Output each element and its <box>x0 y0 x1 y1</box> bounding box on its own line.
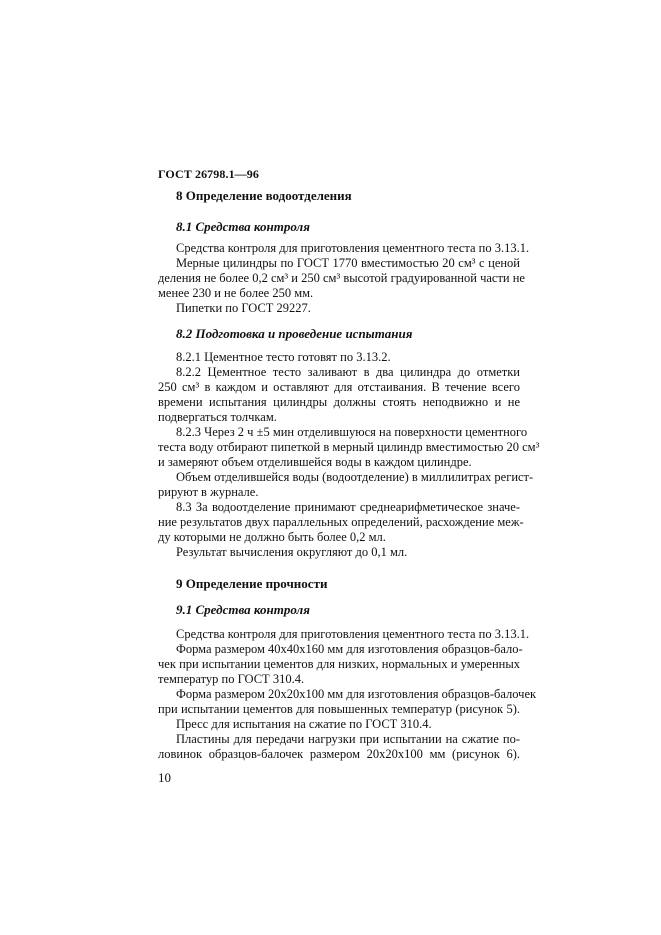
paragraph-line: Средства контроля для приготовления цементного теста по 3.13.1. <box>176 627 530 641</box>
subsection-8-1-title: 8.1 Средства контроля <box>176 219 310 234</box>
section-8-title: 8 Определение водоотделения <box>176 188 352 203</box>
subsection-9-1-title: 9.1 Средства контроля <box>176 602 310 617</box>
paragraph-line: Пипетки по ГОСТ 29227. <box>176 301 311 315</box>
paragraph-line: теста воду отбирают пипеткой в мерный цилиндр вместимостью 20 см³ <box>158 440 540 454</box>
paragraph-line: Мерные цилиндры по ГОСТ 1770 вместимостью 20 см³ с ценой <box>176 256 520 270</box>
paragraph-line: Пресс для испытания на сжатие по ГОСТ 310.4. <box>176 717 432 731</box>
paragraph-line: 8.3 За водоотделение принимают среднеарифметическое значе- <box>176 500 520 514</box>
paragraph-line: времени испытания цилиндры должны стоять неподвижно и не <box>158 395 520 409</box>
paragraph-line: и замеряют объем отделившейся воды в каждом цилиндре. <box>158 455 472 469</box>
page-number: 10 <box>158 770 171 785</box>
paragraph-line: 8.2.3 Через 2 ч ±5 мин отделившуюся на поверхности цементного <box>176 425 528 439</box>
paragraph-line: температур по ГОСТ 310.4. <box>158 672 305 686</box>
paragraph-line: Форма размером 40х40х160 мм для изготовления образцов-бало- <box>176 642 523 656</box>
paragraph-line: ловинок образцов-балочек размером 20х20х100 мм (рисунок 6). <box>158 747 520 761</box>
paragraph-line: ние результатов двух параллельных определений, расхождение меж- <box>158 515 524 529</box>
subsection-8-2-title: 8.2 Подготовка и проведение испытания <box>176 326 413 341</box>
paragraph-line: подвергаться толчкам. <box>158 410 277 424</box>
paragraph-line: ду которыми не должно быть более 0,2 мл. <box>158 530 386 544</box>
paragraph-line: деления не более 0,2 см³ и 250 см³ высотой градуированной части не <box>158 271 525 285</box>
paragraph-line: 8.2.1 Цементное тесто готовят по 3.13.2. <box>176 350 391 364</box>
paragraph-line: Результат вычисления округляют до 0,1 мл. <box>176 545 408 559</box>
paragraph-line: Пластины для передачи нагрузки при испытании на сжатие по- <box>176 732 520 746</box>
paragraph-line: Форма размером 20х20х100 мм для изготовления образцов-балочек <box>176 687 537 701</box>
paragraph-line: Средства контроля для приготовления цементного теста по 3.13.1. <box>176 241 530 255</box>
paragraph-line: Объем отделившейся воды (водоотделение) в миллилитрах регист- <box>176 470 534 484</box>
paragraph-line: рируют в журнале. <box>158 485 259 499</box>
document-header: ГОСТ 26798.1—96 <box>158 167 259 181</box>
section-9-title: 9 Определение прочности <box>176 576 328 591</box>
paragraph-line: 250 см³ в каждом и оставляют для отстаивания. В течение всего <box>158 380 520 394</box>
paragraph-line: менее 230 и не более 250 мм. <box>158 286 314 300</box>
paragraph-line: чек при испытании цементов для низких, нормальных и умеренных <box>158 657 520 671</box>
paragraph-line: 8.2.2 Цементное тесто заливают в два цилиндра до отметки <box>176 365 520 379</box>
paragraph-line: при испытании цементов для повышенных температур (рисунок 5). <box>158 702 520 716</box>
